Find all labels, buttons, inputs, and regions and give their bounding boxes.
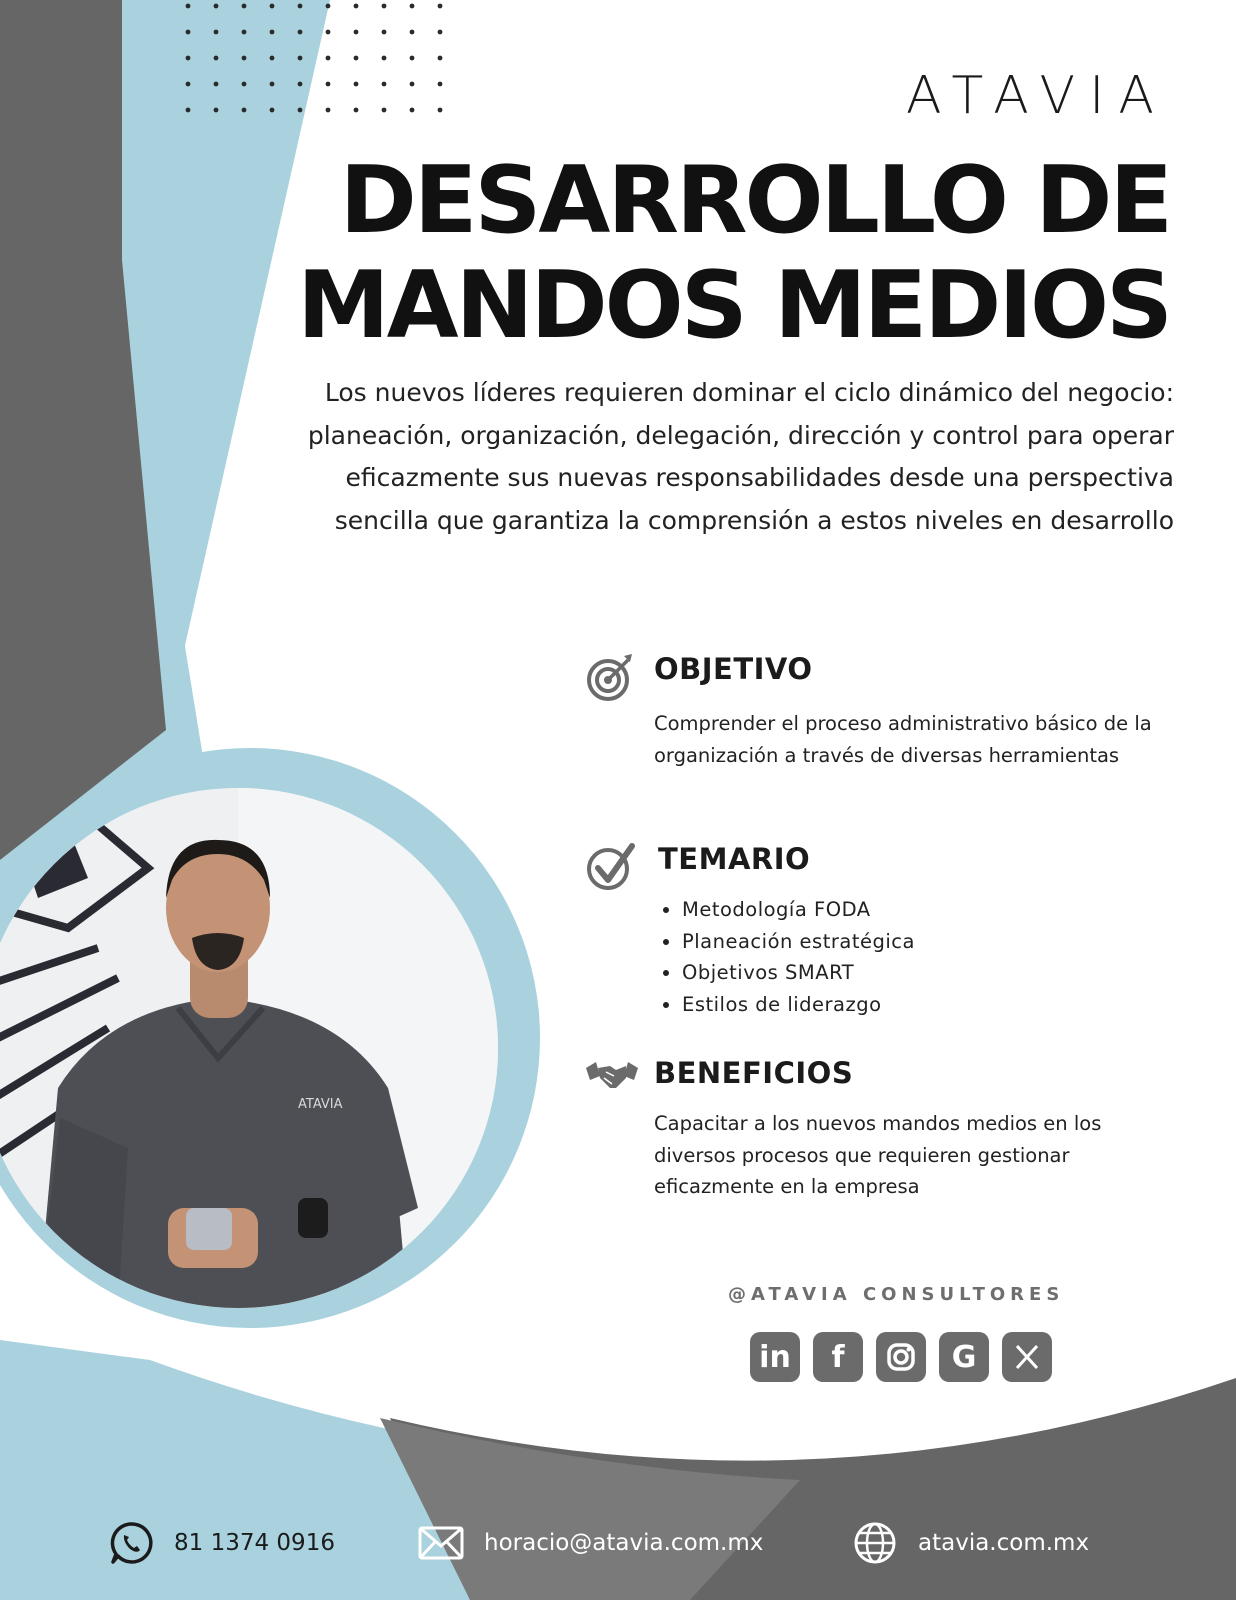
list-item: • Planeación estratégica bbox=[682, 926, 915, 958]
target-icon bbox=[586, 652, 636, 702]
list-item: • Objetivos SMART bbox=[682, 957, 915, 989]
facebook-icon[interactable]: f bbox=[813, 1332, 863, 1382]
list-item: • Metodología FODA bbox=[682, 894, 915, 926]
envelope-icon bbox=[418, 1520, 464, 1566]
instagram-icon[interactable] bbox=[876, 1332, 926, 1382]
contact-phone[interactable] bbox=[108, 1520, 335, 1566]
list-item: • Estilos de liderazgo bbox=[682, 989, 915, 1021]
page-title bbox=[297, 148, 1170, 358]
contact-email[interactable] bbox=[418, 1520, 763, 1566]
x-icon[interactable] bbox=[1002, 1332, 1052, 1382]
speaker-photo bbox=[0, 788, 498, 1308]
email-address: horacio@atavia.com.mx bbox=[484, 1530, 764, 1556]
title-line-2: MANDOS MEDIOS bbox=[297, 251, 1170, 359]
intro-text: Los nuevos líderes requieren dominar el ciclo dinámico del negocio: planeación, organización, delegación, dirección y control para operar eficazmente sus nuevas responsabilidades desde una perspectiva sencilla que garantiza la comprensión a estos niveles en desarrollo bbox=[307, 378, 1174, 535]
linkedin-icon[interactable]: in bbox=[750, 1332, 800, 1382]
objetivo-heading: OBJETIVO bbox=[654, 652, 813, 686]
whatsapp-icon bbox=[108, 1520, 154, 1566]
handshake-icon bbox=[586, 1058, 638, 1098]
beneficios-text: Capacitar a los nuevos mandos medios en los diversos procesos que requieren gestionar eficazmente en la empresa bbox=[654, 1112, 1102, 1198]
website-url: atavia.com.mx bbox=[918, 1530, 1090, 1556]
contact-website[interactable] bbox=[852, 1520, 1089, 1566]
social-icons bbox=[750, 1332, 1052, 1382]
title-line-1: DESARROLLO DE bbox=[339, 146, 1170, 254]
globe-icon bbox=[852, 1520, 898, 1566]
dot-grid bbox=[176, 0, 446, 120]
objetivo-text: Comprender el proceso administrativo básico de la organización a través de diversas herramientas bbox=[654, 712, 1152, 767]
social-handle: @ATAVIA CONSULTORES bbox=[728, 1284, 1065, 1305]
temario-list bbox=[654, 894, 915, 1020]
phone-number: 81 1374 0916 bbox=[174, 1530, 335, 1556]
temario-heading: TEMARIO bbox=[658, 842, 811, 876]
shirt-logo: ATAVIA bbox=[298, 1097, 343, 1112]
google-icon[interactable]: G bbox=[939, 1332, 989, 1382]
check-icon bbox=[586, 842, 636, 892]
beneficios-heading: BENEFICIOS bbox=[654, 1056, 854, 1090]
brand-logo: ATAVIA bbox=[906, 66, 1168, 126]
